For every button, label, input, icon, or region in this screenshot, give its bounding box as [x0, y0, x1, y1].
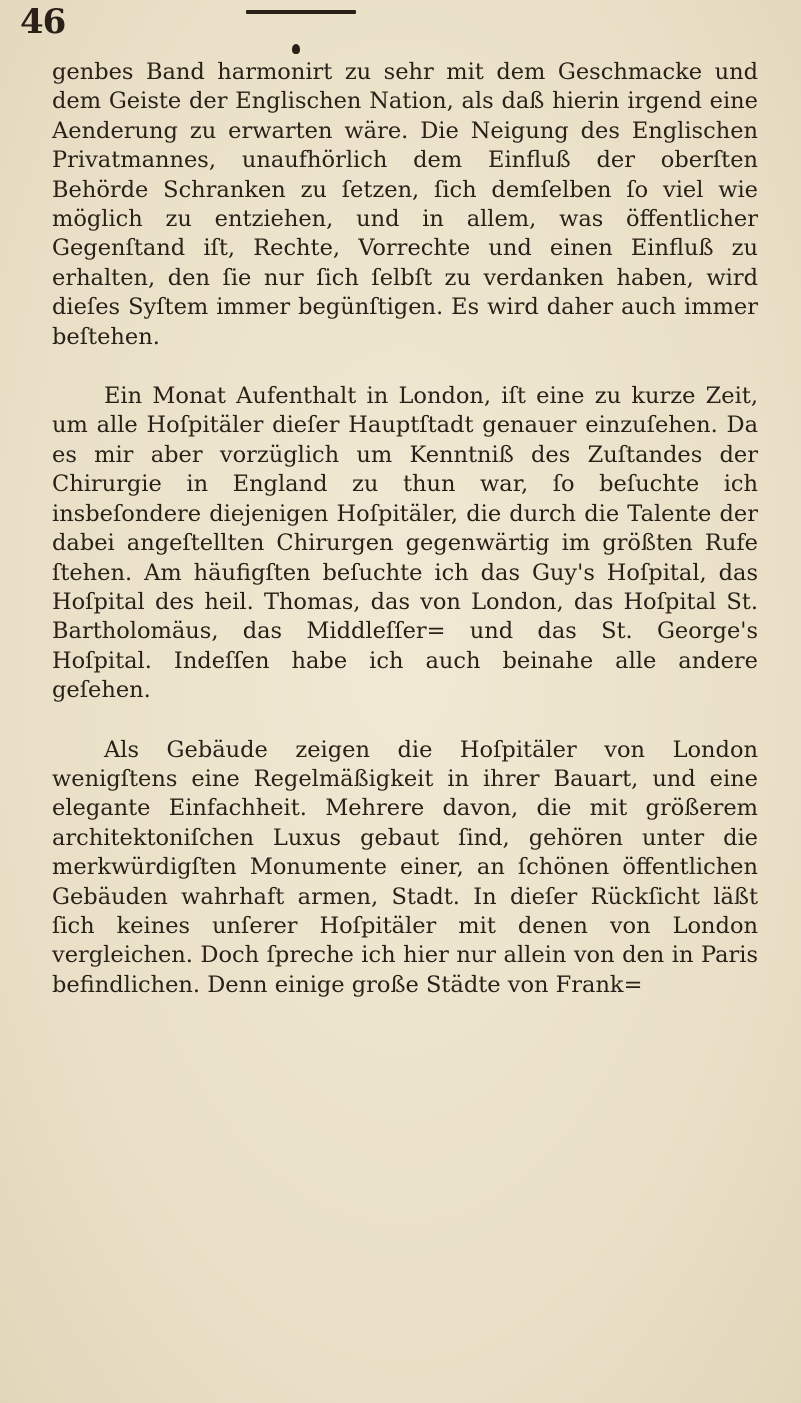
paragraph-london-hospitals: Ein Monat Aufenthalt in London, iſt eine zu kurze Zeit, um alle Hoſpitäler dieſer Hauptſtadt genauer einzuſehen. Da es mir aber vorzüglich um Kenntniß des Zuſtandes der Chirurgie in England zu thun war, ſo beſuchte ich insbeſondere diejenigen Hoſpitäler, die durch die Talente der dabei angeſtellten Chirurgen gegenwärtig im größten Rufe ſtehen. Am häufigſten beſuchte ich das Guy's Hoſpital, das Hoſpital des heil. Thomas, das von London, das Hoſpital St. Bartholomäus, das Middleſſer= und das St. George's Hoſpital. Indeſſen habe ich auch beinahe alle andere geſehen.: [52, 383, 758, 704]
paragraph-continued: genbes Band harmonirt zu sehr mit dem Geschmacke und dem Geiste der Englischen Nation, als daß hierin irgend eine Aenderung zu erwarten wäre. Die Neigung des Englischen Privatmannes, unaufhörlich dem Einfluß der oberſten Behörde Schranken zu ſetzen, ſich demſelben ſo viel wie möglich zu entziehen, und in allem, was öffentlicher Gegenſtand iſt, Rechte, Vorrechte und einen Einfluß zu erhalten, den ſie nur ſich ſelbſt zu verdanken haben, wird dieſes Syſtem immer begünſtigen. Es wird daher auch immer beſtehen.: [52, 59, 758, 350]
text-body: [52, 58, 758, 1000]
paragraph-gap: [52, 706, 758, 736]
ink-mark: [292, 44, 300, 54]
page-number: 46: [20, 2, 66, 42]
paragraph-buildings: Als Gebäude zeigen die Hoſpitäler von London wenigſtens eine Regelmäßigkeit in ihrer Bauart, und eine elegante Einfachheit. Mehrere davon, die mit größerem architektoniſchen Luxus gebaut ſind, gehören unter die merkwürdigſten Monumente einer, an ſchönen öffentlichen Gebäuden wahrhaft armen, Stadt. In dieſer Rückſicht läßt ſich keines unſerer Hoſpitäler mit denen von London vergleichen. Doch ſpreche ich hier nur allein von den in Paris befindlichen. Denn einige große Städte von Frank=: [52, 736, 758, 998]
header-rule: [246, 10, 356, 14]
page-header: [0, 0, 801, 52]
paragraph-gap: [52, 352, 758, 382]
